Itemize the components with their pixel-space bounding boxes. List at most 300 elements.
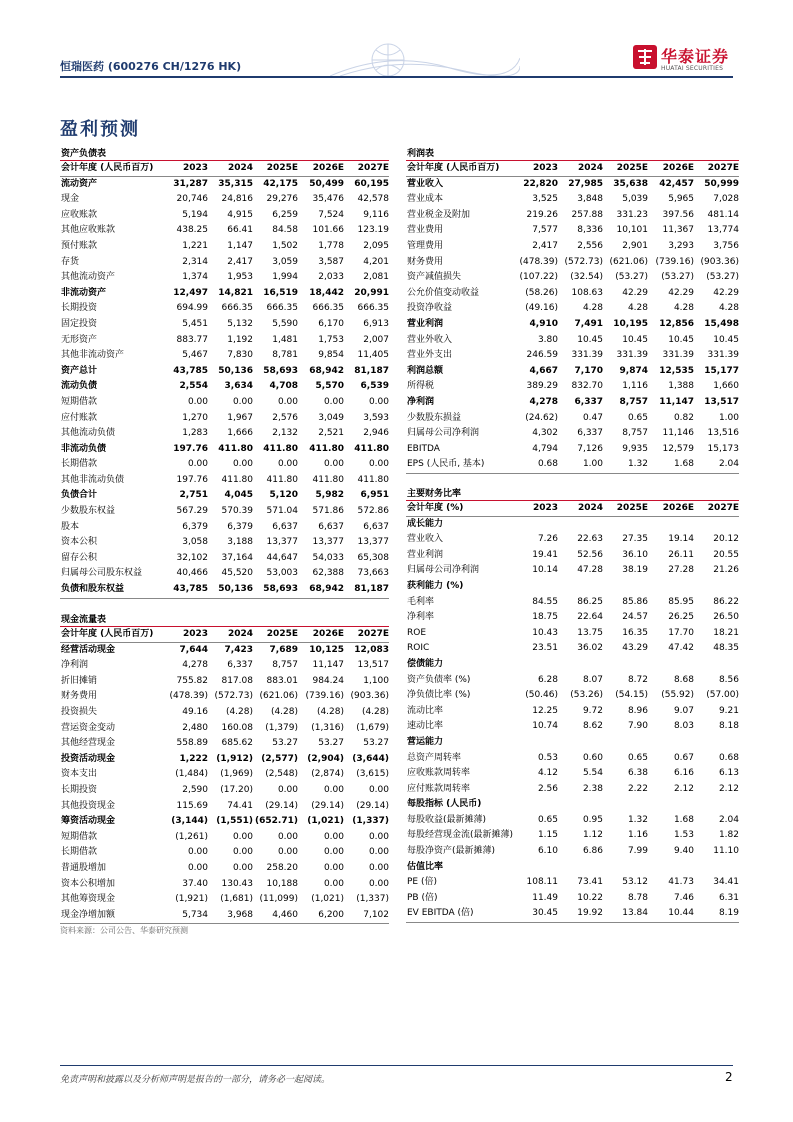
row-label: 投资活动现金 bbox=[61, 753, 116, 764]
cell-value: 2,417 bbox=[532, 240, 558, 251]
cell-value: 9.72 bbox=[582, 705, 603, 716]
cell-value: 1,666 bbox=[227, 428, 253, 439]
cell-value: (57.00) bbox=[706, 690, 739, 701]
row-label: 应付账款周转率 bbox=[407, 783, 471, 794]
cell-value: (3,615) bbox=[356, 769, 389, 780]
cell-value: 27.35 bbox=[622, 534, 648, 545]
cell-value: 2027E bbox=[357, 629, 389, 639]
table-row bbox=[60, 426, 389, 442]
cell-value: 558.89 bbox=[176, 738, 208, 749]
cell-value: 5,039 bbox=[622, 194, 648, 205]
row-label: 财务费用 bbox=[61, 691, 98, 702]
cell-value: 0.00 bbox=[187, 862, 208, 873]
cell-value: 0.65 bbox=[627, 752, 648, 763]
row-label: EBITDA bbox=[407, 443, 440, 454]
cell-value: 0.00 bbox=[232, 831, 253, 842]
row-label: 利润总额 bbox=[407, 365, 444, 376]
cell-value: 1,192 bbox=[227, 334, 253, 345]
cell-value: (2,874) bbox=[311, 769, 344, 780]
cell-value: 2026E bbox=[312, 629, 344, 639]
cell-value: 10.45 bbox=[713, 334, 739, 345]
cell-value: 9.21 bbox=[718, 705, 739, 716]
cell-value: 0.00 bbox=[277, 847, 298, 858]
cell-value: 257.88 bbox=[571, 209, 603, 220]
table-row bbox=[60, 317, 389, 333]
cell-value: 1.32 bbox=[627, 814, 648, 825]
table-row bbox=[406, 626, 739, 642]
cell-value: 3,848 bbox=[577, 194, 603, 205]
row-label: 获利能力 (%) bbox=[407, 580, 464, 591]
cell-value: 22.63 bbox=[577, 534, 603, 545]
cell-value: 9,116 bbox=[363, 209, 389, 220]
cell-value: (4.28) bbox=[225, 706, 253, 717]
row-label: 存货 bbox=[61, 256, 80, 267]
cell-value: 3,593 bbox=[363, 412, 389, 423]
cell-value: 0.00 bbox=[323, 784, 344, 795]
cell-value: 2,946 bbox=[363, 428, 389, 439]
cell-value: 62,388 bbox=[312, 568, 344, 579]
row-label: 速动比率 bbox=[407, 721, 444, 732]
cell-value: 24,816 bbox=[221, 194, 253, 205]
cell-value: (17.20) bbox=[220, 784, 253, 795]
cell-value: 13,377 bbox=[357, 537, 389, 548]
cell-value: 68,942 bbox=[309, 365, 344, 376]
table-row bbox=[406, 411, 739, 427]
row-label: 短期借款 bbox=[61, 831, 98, 842]
cell-value: 1,481 bbox=[272, 334, 298, 345]
cell-value: 8,781 bbox=[272, 350, 298, 361]
cell-value: (2,577) bbox=[261, 753, 298, 764]
cell-value: (1,337) bbox=[352, 816, 389, 827]
row-label: 投资净收益 bbox=[407, 303, 453, 314]
cell-value: (621.06) bbox=[609, 256, 648, 267]
cell-value: 21.26 bbox=[713, 565, 739, 576]
cell-value: 481.14 bbox=[707, 209, 739, 220]
row-label: 成长能力 bbox=[407, 518, 444, 529]
table-row bbox=[406, 751, 739, 767]
cell-value: 13.75 bbox=[577, 627, 603, 638]
table-row bbox=[406, 860, 739, 876]
cell-value: 30.45 bbox=[532, 908, 558, 919]
cell-value: (903.36) bbox=[700, 256, 739, 267]
cell-value: (53.27) bbox=[615, 272, 648, 283]
cell-value: (739.16) bbox=[655, 256, 694, 267]
row-label: 长期投资 bbox=[61, 784, 98, 795]
cell-value: (53.26) bbox=[570, 690, 603, 701]
cell-value: 6,379 bbox=[227, 521, 253, 532]
table-row bbox=[406, 301, 739, 317]
cell-value: 35,638 bbox=[613, 178, 648, 189]
cell-value: 0.00 bbox=[232, 847, 253, 858]
table-row bbox=[406, 875, 739, 891]
cell-value: 331.39 bbox=[616, 350, 648, 361]
table-row bbox=[406, 673, 739, 689]
cell-value: 817.08 bbox=[221, 675, 253, 686]
row-label: 营业成本 bbox=[407, 194, 444, 205]
cell-value: 2024 bbox=[577, 503, 603, 513]
table-row bbox=[60, 301, 389, 317]
cell-value: 1.68 bbox=[673, 459, 694, 470]
row-label: 非流动资产 bbox=[61, 287, 107, 298]
row-label: PE (倍) bbox=[407, 877, 437, 888]
cell-value: 29,276 bbox=[266, 194, 298, 205]
table-row bbox=[406, 223, 739, 239]
cell-value: 74.41 bbox=[227, 800, 253, 811]
table-row bbox=[406, 317, 739, 333]
cell-value: (1,921) bbox=[175, 894, 208, 905]
row-label: 其他投资现金 bbox=[61, 800, 116, 811]
row-label: 流动负债 bbox=[61, 381, 98, 392]
cell-value: 2023 bbox=[532, 163, 558, 173]
cell-value: 23.51 bbox=[532, 643, 558, 654]
cell-value: 1.00 bbox=[718, 412, 739, 423]
cell-value: 7,028 bbox=[713, 194, 739, 205]
cell-value: 2026E bbox=[662, 163, 694, 173]
table-row bbox=[406, 891, 739, 907]
cell-value: 18,442 bbox=[309, 287, 344, 298]
row-label: 其他应收账款 bbox=[61, 225, 116, 236]
cell-value: 0.00 bbox=[368, 831, 389, 842]
cell-value: 0.00 bbox=[232, 396, 253, 407]
row-label: 净利率 bbox=[407, 612, 435, 623]
cell-value: 18.21 bbox=[713, 627, 739, 638]
row-label: 净利润 bbox=[407, 396, 435, 407]
cell-value: 6,337 bbox=[227, 660, 253, 671]
table-row bbox=[406, 208, 739, 224]
cell-value: 571.86 bbox=[312, 506, 344, 517]
cell-value: 1,994 bbox=[272, 272, 298, 283]
cell-value: (50.46) bbox=[525, 690, 558, 701]
row-label: 投资损失 bbox=[61, 706, 98, 717]
row-label: 会计年度 (人民币百万) bbox=[61, 163, 154, 173]
cell-value: 35,315 bbox=[218, 178, 253, 189]
table-row bbox=[406, 735, 739, 751]
cell-value: 3,058 bbox=[182, 537, 208, 548]
cell-value: (11,099) bbox=[259, 894, 298, 905]
cell-value: 411.80 bbox=[312, 474, 344, 485]
cell-value: 1,660 bbox=[713, 381, 739, 392]
cell-value: 572.86 bbox=[357, 506, 389, 517]
cell-value: 16,519 bbox=[263, 287, 298, 298]
cell-value: 1.16 bbox=[627, 830, 648, 841]
cell-value: 1.68 bbox=[673, 814, 694, 825]
table-row bbox=[60, 364, 389, 380]
table-row bbox=[60, 767, 389, 783]
cell-value: 258.20 bbox=[266, 862, 298, 873]
table-row bbox=[60, 752, 389, 768]
cell-value: 0.00 bbox=[368, 862, 389, 873]
cell-value: 15,177 bbox=[704, 365, 739, 376]
table-row bbox=[406, 797, 739, 813]
row-label: 留存公积 bbox=[61, 552, 98, 563]
row-label: 营运资金变动 bbox=[61, 722, 116, 733]
cell-value: (652.71) bbox=[255, 816, 298, 827]
row-label: 预付账款 bbox=[61, 240, 98, 251]
cell-value: 9.07 bbox=[673, 705, 694, 716]
cell-value: 40,466 bbox=[176, 568, 208, 579]
table-row bbox=[60, 442, 389, 458]
row-label: 现金 bbox=[61, 194, 80, 205]
cell-value: 3,634 bbox=[224, 381, 253, 392]
cell-value: 8,336 bbox=[577, 225, 603, 236]
balance-sheet-table bbox=[60, 148, 389, 599]
cell-value: 6.38 bbox=[627, 768, 648, 779]
table-row bbox=[406, 442, 739, 458]
cell-value: (478.39) bbox=[169, 691, 208, 702]
cell-value: (1,337) bbox=[356, 894, 389, 905]
cell-value: 411.80 bbox=[266, 474, 298, 485]
cell-value: 5,467 bbox=[182, 350, 208, 361]
cell-value: 1,953 bbox=[227, 272, 253, 283]
cell-value: 35,476 bbox=[312, 194, 344, 205]
cell-value: 1,221 bbox=[182, 240, 208, 251]
table-row bbox=[60, 286, 389, 302]
cell-value: 160.08 bbox=[221, 722, 253, 733]
cell-value: 18.75 bbox=[532, 612, 558, 623]
table-row bbox=[406, 844, 739, 860]
cell-value: 2025E bbox=[616, 503, 648, 513]
cell-value: 1,778 bbox=[318, 240, 344, 251]
cell-value: 12,497 bbox=[173, 287, 208, 298]
cell-value: 20.55 bbox=[713, 549, 739, 560]
cell-value: 4,794 bbox=[532, 443, 558, 454]
cell-value: 2.22 bbox=[627, 783, 648, 794]
cell-value: 2,314 bbox=[182, 256, 208, 267]
cell-value: 0.00 bbox=[232, 862, 253, 873]
company-ticker: 恒瑞医药 (600276 CH/1276 HK) bbox=[60, 60, 242, 73]
row-label: 会计年度 (人民币百万) bbox=[61, 629, 154, 639]
row-label: 资产减值损失 bbox=[407, 272, 462, 283]
cell-value: (2,548) bbox=[265, 769, 298, 780]
cell-value: (739.16) bbox=[305, 691, 344, 702]
row-label: 资产总计 bbox=[61, 365, 98, 376]
cell-value: 3,049 bbox=[318, 412, 344, 423]
table-row bbox=[406, 704, 739, 720]
cell-value: 197.76 bbox=[176, 474, 208, 485]
cell-value: 3,293 bbox=[668, 240, 694, 251]
cell-value: 85.95 bbox=[668, 596, 694, 607]
cell-value: 3,968 bbox=[227, 909, 253, 920]
table-section-title: 利润表 bbox=[406, 148, 739, 161]
table-row bbox=[406, 563, 739, 579]
cell-value: 685.62 bbox=[221, 738, 253, 749]
table-row bbox=[406, 610, 739, 626]
cell-value: 2024 bbox=[577, 163, 603, 173]
row-label: 资产负债率 (%) bbox=[407, 674, 471, 685]
table-row bbox=[60, 473, 389, 489]
cell-value: 2,007 bbox=[363, 334, 389, 345]
cell-value: 0.65 bbox=[537, 814, 558, 825]
cell-value: 13,516 bbox=[707, 428, 739, 439]
cell-value: (572.73) bbox=[564, 256, 603, 267]
cell-value: (4.28) bbox=[270, 706, 298, 717]
cell-value: 5,570 bbox=[315, 381, 344, 392]
cell-value: 5,120 bbox=[269, 490, 298, 501]
cell-value: 0.00 bbox=[323, 847, 344, 858]
cell-value: 2.12 bbox=[718, 783, 739, 794]
cell-value: 0.00 bbox=[187, 847, 208, 858]
cell-value: 0.00 bbox=[187, 396, 208, 407]
cell-value: 50,136 bbox=[218, 584, 253, 595]
cell-value: 66.41 bbox=[227, 225, 253, 236]
row-label: 折旧摊销 bbox=[61, 675, 98, 686]
cell-value: 4,708 bbox=[269, 381, 298, 392]
table-section-title: 现金流量表 bbox=[60, 614, 389, 627]
cell-value: 10.74 bbox=[532, 721, 558, 732]
cell-value: 2.04 bbox=[718, 814, 739, 825]
cell-value: 12,856 bbox=[659, 318, 694, 329]
table-section-title: 主要财务比率 bbox=[406, 488, 739, 501]
row-label: 所得税 bbox=[407, 381, 435, 392]
cell-value: 12,579 bbox=[662, 443, 694, 454]
table-row bbox=[406, 766, 739, 782]
cell-value: 1,502 bbox=[272, 240, 298, 251]
cell-value: 3,756 bbox=[713, 240, 739, 251]
cell-value: 331.39 bbox=[571, 350, 603, 361]
table-header-row bbox=[60, 627, 389, 643]
row-label: 其他非流动资产 bbox=[61, 350, 125, 361]
cell-value: 15,498 bbox=[704, 318, 739, 329]
cell-value: 2,480 bbox=[182, 722, 208, 733]
table-row bbox=[60, 721, 389, 737]
row-label: 短期借款 bbox=[61, 396, 98, 407]
table-header-row bbox=[60, 161, 389, 177]
cell-value: 331.39 bbox=[662, 350, 694, 361]
cell-value: 10.14 bbox=[532, 565, 558, 576]
cell-value: 38.19 bbox=[622, 565, 648, 576]
row-label: 营业费用 bbox=[407, 225, 444, 236]
cell-value: 17.70 bbox=[668, 627, 694, 638]
cell-value: 832.70 bbox=[571, 381, 603, 392]
cell-value: (3,644) bbox=[352, 753, 389, 764]
cell-value: 4,278 bbox=[529, 396, 558, 407]
cell-value: 10.45 bbox=[668, 334, 694, 345]
row-label: 每股收益(最新摊薄) bbox=[407, 814, 487, 825]
cell-value: (32.54) bbox=[570, 272, 603, 283]
cell-value: 2.56 bbox=[537, 783, 558, 794]
cell-value: 666.35 bbox=[266, 303, 298, 314]
cell-value: 2,751 bbox=[179, 490, 208, 501]
cell-value: 10.43 bbox=[532, 627, 558, 638]
row-label: 普通股增加 bbox=[61, 862, 107, 873]
table-row bbox=[60, 177, 389, 193]
cell-value: 6,637 bbox=[272, 521, 298, 532]
row-label: 其他筹资现金 bbox=[61, 894, 116, 905]
row-label: 少数股东损益 bbox=[407, 412, 462, 423]
row-label: 营业收入 bbox=[407, 178, 444, 189]
cell-value: 2,554 bbox=[179, 381, 208, 392]
cell-value: 4,667 bbox=[529, 365, 558, 376]
cell-value: 8.07 bbox=[582, 674, 603, 685]
row-label: 会计年度 (%) bbox=[407, 503, 464, 513]
cell-value: 54,033 bbox=[312, 552, 344, 563]
row-label: 营业收入 bbox=[407, 534, 444, 545]
row-label: 长期投资 bbox=[61, 303, 98, 314]
page-title: 盈利预测 bbox=[60, 119, 140, 140]
header-divider bbox=[60, 76, 733, 78]
cell-value: 8.72 bbox=[627, 674, 648, 685]
cell-value: 34.41 bbox=[713, 877, 739, 888]
cell-value: 8.96 bbox=[627, 705, 648, 716]
cell-value: 10,188 bbox=[266, 878, 298, 889]
cell-value: 0.00 bbox=[232, 459, 253, 470]
row-label: 其他非流动负债 bbox=[61, 474, 125, 485]
cell-value: 411.80 bbox=[221, 474, 253, 485]
cell-value: 0.00 bbox=[277, 396, 298, 407]
row-label: EV EBITDA (倍) bbox=[407, 908, 474, 919]
cell-value: 2025E bbox=[616, 163, 648, 173]
cell-value: 19.14 bbox=[668, 534, 694, 545]
cell-value: 389.29 bbox=[526, 381, 558, 392]
cell-value: 7,491 bbox=[574, 318, 603, 329]
cell-value: 8.18 bbox=[718, 721, 739, 732]
header-decoration-icon bbox=[330, 40, 520, 76]
table-row bbox=[406, 657, 739, 673]
cell-value: 2024 bbox=[227, 629, 253, 639]
cell-value: 22.64 bbox=[577, 612, 603, 623]
disclaimer: 免责声明和披露以及分析师声明是报告的一部分，请务必一起阅读。 bbox=[60, 1075, 331, 1085]
row-label: 营业外支出 bbox=[407, 350, 453, 361]
row-label: 长期借款 bbox=[61, 847, 98, 858]
cell-value: 36.10 bbox=[622, 549, 648, 560]
cell-value: 1,147 bbox=[227, 240, 253, 251]
cell-value: 6.16 bbox=[673, 768, 694, 779]
cell-value: 48.35 bbox=[713, 643, 739, 654]
cell-value: 1.12 bbox=[582, 830, 603, 841]
cell-value: 246.59 bbox=[526, 350, 558, 361]
cell-value: 2,521 bbox=[318, 428, 344, 439]
cell-value: 0.68 bbox=[537, 459, 558, 470]
row-label: 归属母公司净利润 bbox=[407, 428, 480, 439]
cell-value: 1,270 bbox=[182, 412, 208, 423]
cell-value: 2026E bbox=[662, 503, 694, 513]
row-label: 营业利润 bbox=[407, 549, 444, 560]
cell-value: 13,377 bbox=[312, 537, 344, 548]
cell-value: 123.19 bbox=[357, 225, 389, 236]
page-number: 2 bbox=[725, 1070, 733, 1084]
cell-value: 20,991 bbox=[354, 287, 389, 298]
cell-value: 8.62 bbox=[582, 721, 603, 732]
row-label: 公允价值变动收益 bbox=[407, 287, 480, 298]
table-row bbox=[60, 643, 389, 659]
cell-value: 7,126 bbox=[577, 443, 603, 454]
cell-value: (1,316) bbox=[311, 722, 344, 733]
cell-value: 53.27 bbox=[363, 738, 389, 749]
row-label: 流动比率 bbox=[407, 705, 444, 716]
row-label: 归属母公司股东权益 bbox=[61, 568, 143, 579]
cell-value: 411.80 bbox=[263, 443, 298, 454]
row-label: 非流动负债 bbox=[61, 443, 107, 454]
logo-text-cn: 华泰证券 bbox=[661, 47, 730, 66]
cell-value: 2,417 bbox=[227, 256, 253, 267]
cell-value: 0.95 bbox=[582, 814, 603, 825]
cell-value: 1,116 bbox=[622, 381, 648, 392]
row-label: 估值比率 bbox=[407, 861, 444, 872]
cell-value: (478.39) bbox=[519, 256, 558, 267]
cell-value: 6,637 bbox=[363, 521, 389, 532]
cell-value: (29.14) bbox=[356, 800, 389, 811]
cell-value: (58.26) bbox=[525, 287, 558, 298]
row-label: 现金净增加额 bbox=[61, 909, 116, 920]
cell-value: 8,757 bbox=[619, 396, 648, 407]
cell-value: 7,524 bbox=[318, 209, 344, 220]
cell-value: 58,693 bbox=[263, 584, 298, 595]
cell-value: 4,201 bbox=[363, 256, 389, 267]
cell-value: 86.22 bbox=[713, 596, 739, 607]
cell-value: 6,200 bbox=[318, 909, 344, 920]
cell-value: 0.00 bbox=[323, 862, 344, 873]
cell-value: 4.12 bbox=[537, 768, 558, 779]
